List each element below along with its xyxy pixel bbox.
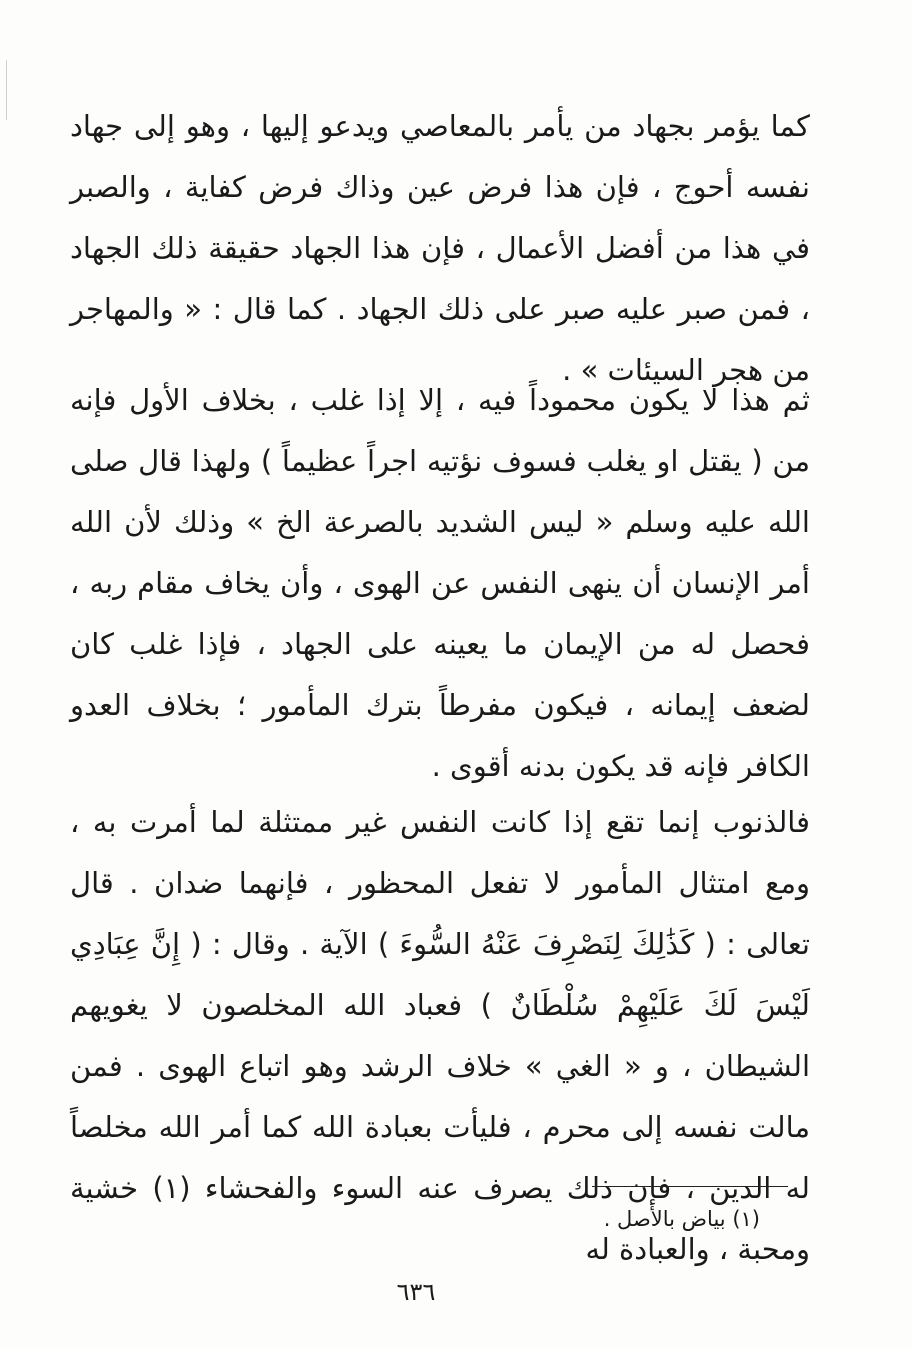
paragraph-2 [70, 370, 810, 797]
paragraph-text: ثم هذا لا يكون محموداً فيه ، إلا إذا غلب ، بخلاف الأول فإنه من ( يقتل او يغلب فسوف نؤتيه اجراً عظيماً ) ولهذا قال صلى الله عليه وسلم « ليس الشديد بالصرعة الخ » وذلك لأن الله أمر الإنسان أن ينهى النفس عن الهوى ، وأن يخاف مقام ربه ، فحصل له من الإيمان ما يعينه على الجهاد ، فإذا غلب كان لضعف إيمانه ، فيكون مفرطاً بترك المأمور ؛ بخلاف العدو الكافر فإنه قد يكون بدنه أقوى . [70, 383, 810, 783]
footnote: (١) بياض بالأصل . [603, 1207, 760, 1231]
paragraph-text: كما يؤمر بجهاد من يأمر بالمعاصي ويدعو إليها ، وهو إلى جهاد نفسه أحوج ، فإن هذا فرض عين وذاك فرض كفاية ، والصبر في هذا من أفضل الأعمال ، فإن هذا الجهاد حقيقة ذلك الجهاد ، فمن صبر عليه صبر على ذلك الجهاد . كما قال : « والمهاجر من هجر السيئات » . [70, 109, 810, 387]
footnote-separator [592, 1186, 788, 1187]
page-edge-mark [6, 60, 7, 120]
paragraph-1 [70, 96, 810, 401]
page-number: ٦٣٦ [396, 1278, 436, 1306]
paragraph-text: فالذنوب إنما تقع إذا كانت النفس غير ممتثلة لما أمرت به ، ومع امتثال المأمور لا تفعل المحظور ، فإنهما ضدان . قال تعالى : ( كَذَٰلِكَ لِنَصْرِفَ عَنْهُ السُّوءَ ) الآية . وقال : ( إِنَّ عِبَادِي لَيْسَ لَكَ عَلَيْهِمْ سُلْطَانٌ ) فعباد الله المخلصون لا يغويهم الشيطان ، و « الغي » خلاف الرشد وهو اتباع الهوى . فمن مالت نفسه إلى محرم ، فليأت بعبادة الله كما أمر الله مخلصاً له الدين ، فإن ذلك يصرف عنه السوء والفحشاء (١) خشية ومحبة ، والعبادة له [70, 805, 810, 1266]
